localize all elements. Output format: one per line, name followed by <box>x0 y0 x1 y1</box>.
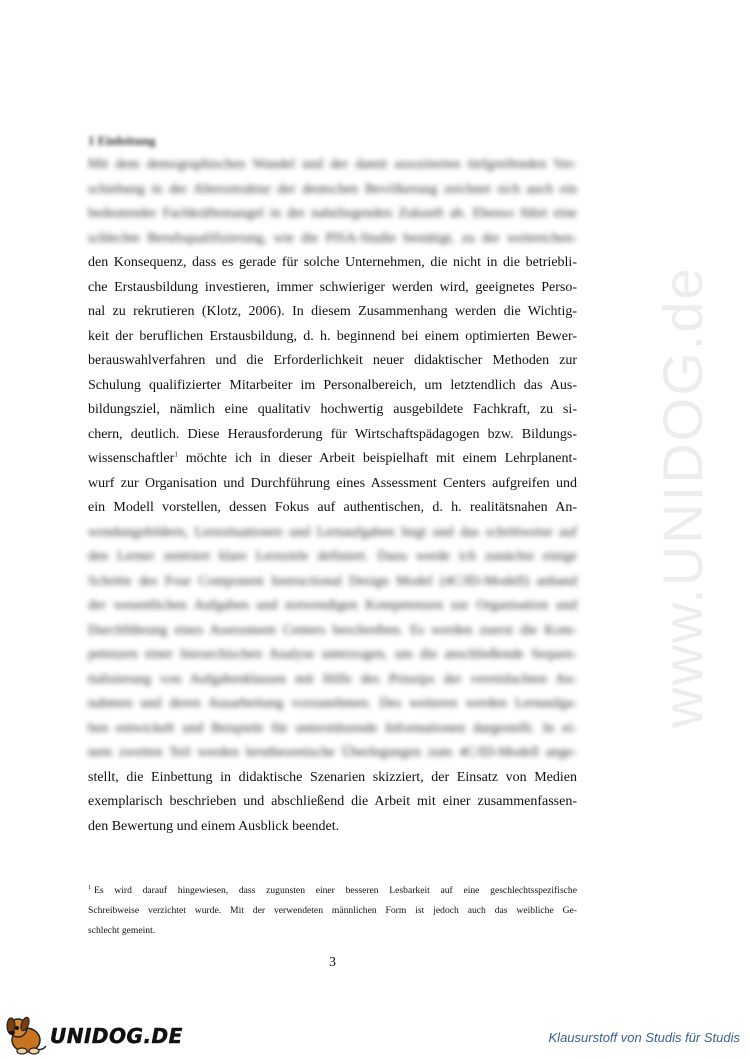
text-line <box>88 472 577 497</box>
text-line-content: tialisierung von Aufgabenklassen mit Hilfe des Prinzips der vereinfachten An- <box>88 671 577 687</box>
text-line-content: den Bewertung und einem Ausblick beendet. <box>88 818 340 834</box>
text-line-content: nem zweiten Teil werden lerntheoretische Überlegungen zum 4C/ID-Modell ange- <box>88 745 577 760</box>
text-line <box>88 300 577 325</box>
section-heading: 1 Einleitung <box>88 133 156 148</box>
text-line <box>88 227 577 252</box>
text-line <box>88 447 577 472</box>
text-line-content: wurf zur Organisation und Durchführung eines Assessment Centers aufgreifen und <box>88 475 577 491</box>
watermark: www.UNIDOG.de <box>651 266 714 728</box>
text-line-content: nahmen und deren Ausarbeitung vorzunehmen. Des weiteren werden Lernaufga- <box>88 696 577 711</box>
text-line <box>88 790 577 815</box>
text-line <box>88 251 577 276</box>
text-line <box>88 374 577 399</box>
text-line <box>88 153 577 178</box>
text-line <box>88 619 577 644</box>
text-line <box>88 423 577 448</box>
tagline: Klausurstoff von Studis für Studis <box>548 1030 740 1045</box>
text-line-content: bildungsziel, nämlich eine qualitativ hochwertig ausgebildete Fachkraft, zu si- <box>88 402 577 417</box>
footnote-marker: 1 <box>174 450 178 459</box>
text-line <box>88 815 577 840</box>
text-line <box>88 349 577 374</box>
footnote-line <box>88 901 577 921</box>
footnote-line <box>88 921 577 941</box>
footnote-line <box>88 881 577 901</box>
logo-text: UNIDOG.DE <box>50 1024 183 1048</box>
text-line-content: exemplarisch beschrieben und abschließend die Arbeit mit einer zusammenfassen- <box>88 794 577 809</box>
dog-mascot-icon <box>2 1012 52 1056</box>
text-line-content: den Konsequenz, dass es gerade für solche Unternehmen, die nicht in die betriebli- <box>88 255 577 270</box>
text-line-content: ben entwickelt und Beispiele für unterstützende Informationen dargestellt. In ei- <box>88 720 577 736</box>
text-line-content: schlechte Berufsqualifizierung, wie die PISA-Studie bestätigt, zu der weitreichen- <box>88 230 577 246</box>
text-line-content: wendungsfeldern, Lernsituationen und Lernaufgaben liegt und das schrittweise auf <box>88 524 577 540</box>
text-line-content: che Erstausbildung investieren, immer schwieriger werden wird, geeignetes Perso- <box>88 279 577 295</box>
text-line <box>88 668 577 693</box>
text-line-content: petenzen einer hierarchischen Analyse unterzogen, um die anschließende Sequen- <box>88 647 577 662</box>
text-line <box>88 643 577 668</box>
page-number: 3 <box>329 955 336 970</box>
text-line <box>88 496 577 521</box>
text-line-content: nal zu rekrutieren (Klotz, 2006). In diesem Zusammenhang werden die Wichtig- <box>88 304 577 319</box>
text-line <box>88 570 577 595</box>
text-line-content: Schritte des Four Component Instructional Design Model (4C/ID-Modell) anhand <box>88 573 577 589</box>
text-line-content: Schulung qualifizierter Mitarbeiter im Personalbereich, um letztendlich das Aus- <box>88 377 577 393</box>
text-line <box>88 741 577 766</box>
text-line <box>88 545 577 570</box>
text-line <box>88 178 577 203</box>
footnote-text: Schreibweise verzichtet wurde. Mit der verwendeten männlichen Form ist jedoch auch das weibliche Ge- <box>88 905 577 916</box>
text-line-content: stellt, die Einbettung in didaktische Szenarien skizziert, der Einsatz von Medien <box>88 769 577 785</box>
text-line <box>88 717 577 742</box>
text-line <box>88 202 577 227</box>
text-line-content: bedeutender Fachkräftemangel in der naheliegenden Zukunft ab. Ebenso führt eine <box>88 206 577 221</box>
text-line <box>88 276 577 301</box>
text-line-content: Durchführung eines Assessment Centers beschreiben. Es werden zuerst die Kom- <box>88 622 577 638</box>
unidog-logo <box>2 1012 183 1056</box>
text-line <box>88 692 577 717</box>
text-line-content: berauswahlverfahren und die Erforderlichkeit neuer didaktischer Methoden zur <box>88 353 577 368</box>
footnote-text: schlecht gemeint. <box>88 925 156 936</box>
text-line <box>88 398 577 423</box>
text-line-content: der wesentlichen Aufgaben und notwendigen Kompetenzen zur Organisation und <box>88 598 577 613</box>
footnote <box>88 881 577 941</box>
text-line-content: den Lerner zentriert klare Lernziele definiert. Dazu werde ich zunächst einige <box>88 549 577 564</box>
text-line <box>88 594 577 619</box>
text-line-content: chern, deutlich. Diese Herausforderung für Wirtschaftspädagogen bzw. Bildungs- <box>88 426 577 442</box>
text-line <box>88 521 577 546</box>
text-line-content: Mit dem demographischen Wandel und der damit assoziierten tiefgreifenden Ver- <box>88 157 577 172</box>
text-line-content: wissenschaftler <box>88 451 175 466</box>
body-text <box>88 153 577 839</box>
text-line-content: keit der beruflichen Erstausbildung, d. h. beginnend bei einem optimierten Bewer- <box>88 328 577 344</box>
footnote-text: Es wird darauf hingewiesen, dass zugunsten einer besseren Lesbarkeit auf eine geschlechtsspezifische <box>94 885 577 896</box>
footnote-number: 1 <box>88 884 91 891</box>
text-line <box>88 766 577 791</box>
text-line <box>88 325 577 350</box>
text-line-content: schiebung in der Altersstruktur der deutschen Bevölkerung zeichnet sich auch ein <box>88 181 577 197</box>
text-line-content: möchte ich in dieser Arbeit beispielhaft mit einem Lehrplanent- <box>177 451 577 466</box>
text-line-content: ein Modell vorstellen, dessen Fokus auf authentischen, d. h. realitätsnahen An- <box>88 500 577 515</box>
